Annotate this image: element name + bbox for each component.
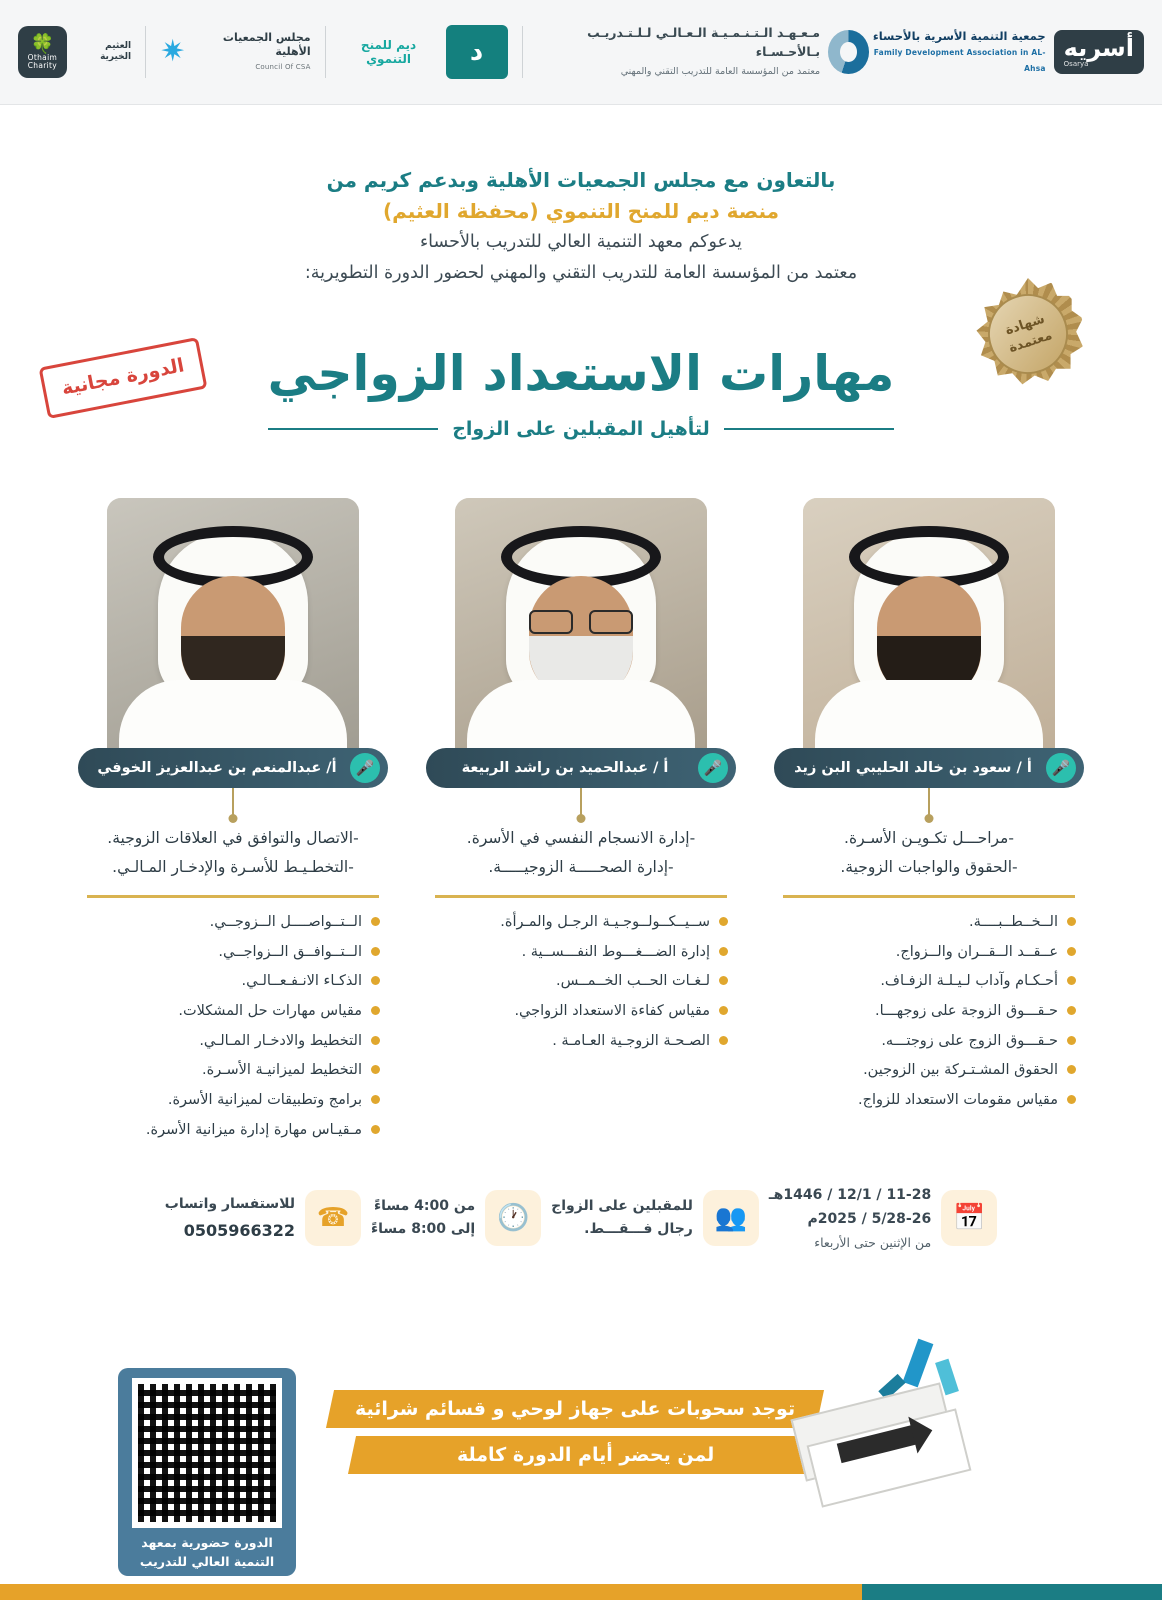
list-item [782,908,1076,938]
topic-line: -إدارة الانسجام النفسي في الأسرة. [466,829,696,847]
bullet-text: ســيــكــولــوجـيـة الرجـل والمـرأة. [500,913,710,930]
bullet-text: حـقـــوق الزوجة على زوجهـــا. [874,1003,1058,1020]
logo-othaim [18,26,131,78]
speaker-name-pill [774,748,1084,788]
bullet-dot-icon [371,1065,380,1074]
time-text [371,1195,475,1243]
bullet-dot-icon [371,917,380,926]
prize-ribbon [330,1376,850,1488]
speaker-photo [107,498,359,766]
list-item [86,1086,380,1116]
time-to: إلى 8:00 مساءً [371,1221,476,1238]
bullet-text: الذكـاء الانـفـعــالـي. [241,973,362,990]
deem-label-ar: ديم للمنح التنموي [360,37,417,66]
list-item [434,938,728,968]
bullet-dot-icon [1067,976,1076,985]
speaker-name: أ / سعود بن خالد الحليبي البن زيد [794,760,1032,776]
header-text [0,165,1162,288]
clock-icon: 🕐 [485,1190,541,1246]
fda-line-en: Family Development Association in AL-Ahsa [873,48,1046,73]
bullet-dot-icon [719,917,728,926]
rule-right [268,428,438,430]
header-line-3: يدعوكم معهد التنمية العالي للتدريب بالأحساء [419,232,743,252]
deem-logo-icon: د [446,25,508,79]
bullet-text: الصـحـة الزوجـية العـامـة . [552,1032,710,1049]
csa-logo-ar [193,31,310,72]
institute-line2: معتمد من المؤسسة العامة للتدريب التقني والمهني [620,66,821,78]
bullet-dot-icon [371,1095,380,1104]
bullet-dot-icon [719,976,728,985]
logo-fda [869,29,1144,76]
free-course-stamp: الدورة مجانية [39,337,208,419]
bullet-text: أحـكـام وآداب لـيـلـة الزفـاف. [880,973,1058,990]
list-item [782,1086,1076,1116]
ribbon-band-1 [326,1390,824,1428]
phone-number[interactable]: 0505966322 [183,1220,296,1240]
bullet-dot-icon [1067,1006,1076,1015]
connector-line [580,788,582,818]
speaker-figure [107,498,359,766]
speaker-figure [455,498,707,766]
qr-caption-line1: الدورة حضورية بمعهد [141,1535,273,1550]
speakers-section [0,498,1162,1146]
bullet-text: مقياس كفاءة الاستعداد الزواجي. [514,1003,710,1020]
list-item [782,967,1076,997]
microphone-icon: 🎤 [698,753,728,783]
speaker-name-pill [426,748,736,788]
speaker-topics [420,818,742,891]
speaker-bullet-list [768,908,1090,1116]
divider [783,895,1075,898]
csa-star-icon: ✷ [160,34,186,69]
bullet-text: التخطيط لميزانيـة الأسـرة. [202,1062,362,1079]
speaker-photo [455,498,707,766]
divider [325,26,326,78]
rule-left [724,428,894,430]
speaker-topics [72,818,394,891]
bullet-dot-icon [371,976,380,985]
info-time [371,1190,541,1246]
speaker-figure [803,498,1055,766]
bullet-text: حـقـــوق الزوج على زوجتـــه. [881,1032,1058,1049]
audience-text [551,1195,693,1243]
time-from: من 4:00 مساءً [373,1197,476,1214]
calendar-icon: 📅 [941,1190,997,1246]
bullet-dot-icon [1067,1065,1076,1074]
bullet-dot-icon [371,1006,380,1015]
seal-text: شهادة معتمدة [1003,311,1055,357]
institute-line1: مـعـهـد الـتـنـمـيـة الـعـالـي لـلـتـدريـب بـالأحـسـاء [587,24,821,59]
phone-icon: ☎ [305,1190,361,1246]
ribbon-text-2: لمن يحضر أيام الدورة كاملة [457,1444,715,1466]
speaker-bullet-list [420,908,742,1057]
bullet-text: الــتــوافــق الــزواجــي. [218,943,362,960]
speaker-name: أ / عبدالحميد بن راشد الربيعة [461,760,669,776]
qr-card[interactable] [118,1368,296,1576]
othaim-logo-ar: العثيم الخيرية [100,40,132,62]
list-item [86,967,380,997]
header-line-4: معتمد من المؤسسة العامة للتدريب التقني والمهني لحضور الدورة التطويرية: [304,262,858,283]
divider [145,26,146,78]
speaker-card [420,498,742,1146]
bullet-dot-icon [371,947,380,956]
header-line-2: منصة ديم للمنح التنموي (محفظة العثيم) [382,199,780,223]
logo-institute [536,24,869,80]
glasses-icon [529,610,633,630]
spark-shape [903,1339,934,1388]
logo-bar [0,0,1162,105]
divider [87,895,379,898]
bullet-dot-icon [1067,917,1076,926]
bullet-text: مقياس مقومات الاستعداد للزواج. [858,1092,1058,1109]
date-days: من الإثنين حتى الأربعاء [814,1234,932,1250]
info-strip [0,1184,1162,1253]
bullet-dot-icon [719,1006,728,1015]
othaim-leaf-icon: 🍀 Othaim Charity [18,26,67,78]
csa-label-en: Council Of CSA [255,62,311,71]
speaker-topics [768,818,1090,891]
info-date [769,1184,997,1253]
bullet-text: عــقــد الــقــران والــزواج. [895,943,1058,960]
speaker-bullet-list [72,908,394,1146]
tickets-icon [790,1330,980,1520]
phone-text [165,1193,295,1244]
bullet-dot-icon [719,947,728,956]
list-item [86,938,380,968]
bullet-text: التخطيط والادخـار المـالـي. [199,1032,362,1049]
list-item [434,1027,728,1057]
list-item [434,967,728,997]
logo-csa [160,31,311,72]
topic-line: -مراحـــل تكـويـن الأسـرة. [844,829,1014,847]
bullet-text: إدارة الضـــغـــوط النفـــســية . [521,943,710,960]
qr-caption [128,1534,286,1572]
speaker-card [72,498,394,1146]
institute-ring-icon [828,30,869,74]
bullet-dot-icon [1067,947,1076,956]
list-item [86,997,380,1027]
info-phone[interactable] [165,1190,361,1246]
info-audience [551,1190,759,1246]
audience-line2: رجال فـــقـــط. [584,1221,693,1238]
bullet-text: مـقيـاس مهارة إدارة ميزانية الأسرة. [145,1121,362,1138]
bullet-dot-icon [719,1036,728,1045]
bullet-text: برامج وتطبيقات لميزانية الأسرة. [167,1092,362,1109]
othaim-logo-en: Othaim Charity [27,52,58,70]
speaker-photo [803,498,1055,766]
ribbon-band-2 [348,1436,824,1474]
list-item [782,1027,1076,1057]
date-gregorian: 5/28-26 / 2025م [807,1210,932,1227]
people-icon: 👥 [703,1190,759,1246]
audience-line1: للمقبلين على الزواج [551,1197,693,1214]
connector-line [232,788,234,818]
date-hijri: 11-28 / 12/1 / 1446هـ [768,1187,932,1203]
list-item [86,1056,380,1086]
list-item [782,938,1076,968]
osarya-label-en: Osarya [1063,59,1089,68]
subtitle-row [0,418,1162,440]
page-subtitle: لتأهيل المقبلين على الزواج [452,418,710,440]
topic-line: -الاتصال والتوافق في العلاقات الزوجية. [107,829,359,847]
bullet-dot-icon [371,1125,380,1134]
topic-line: -التخطـيـط للأسـرة والإدخـار المـالـي. [112,858,354,877]
bullet-text: لـغـات الحــب الخــمــس. [555,973,710,990]
institute-label [536,24,820,80]
qr-code-icon[interactable] [132,1378,282,1528]
fda-line-ar: جمعية التنمية الأسرية بالأحساء [872,28,1046,43]
date-text [769,1184,931,1253]
divider [522,26,523,78]
topic-line: -الحقوق والواجبات الزوجية. [840,858,1018,877]
list-item [434,908,728,938]
bullet-dot-icon [371,1036,380,1045]
list-item [86,1027,380,1057]
csa-label-ar: مجلس الجمعيات الأهلية [222,31,311,59]
osarya-logo [1054,30,1144,74]
list-item [782,997,1076,1027]
bullet-dot-icon [1067,1095,1076,1104]
qr-caption-line2: التنمية العالي للتدريب [139,1553,275,1569]
list-item [434,997,728,1027]
divider [435,895,727,898]
header-line-1: بالتعاون مع مجلس الجمعيات الأهلية وبدعم كريم من [326,168,836,192]
bullet-text: مقياس مهارات حل المشكلات. [178,1003,362,1020]
bullet-text: الحقوق المشـتـركة بين الزوجين. [863,1062,1058,1079]
osarya-label-ar: أسريه [1063,33,1134,62]
logo-deem [340,25,508,79]
speaker-name-pill [78,748,388,788]
fda-label [869,29,1045,76]
list-item [86,1116,380,1146]
list-item [86,908,380,938]
phone-label: للاستفسار واتساب [164,1195,296,1212]
speaker-name: أ/ عبدالمنعم بن عبدالعزيز الخوفي [97,760,337,776]
page-title: مهارات الاستعداد الزواجي [267,345,895,402]
bullet-text: الــتــواصــــل الــزوجــي. [209,913,362,930]
list-item [782,1056,1076,1086]
microphone-icon: 🎤 [350,753,380,783]
bullet-text: الــخــطــبــــة. [969,913,1058,930]
bottom-color-bar [0,1584,1162,1600]
topic-line: -إدارة الصحـــــة الزوجيـــــة. [488,858,674,877]
ribbon-text-1: توجد سحوبات على جهاز لوحي و قسائم شرائية [354,1398,796,1420]
speaker-card [768,498,1090,1146]
bullet-dot-icon [1067,1036,1076,1045]
microphone-icon: 🎤 [1046,753,1076,783]
connector-line [928,788,930,818]
